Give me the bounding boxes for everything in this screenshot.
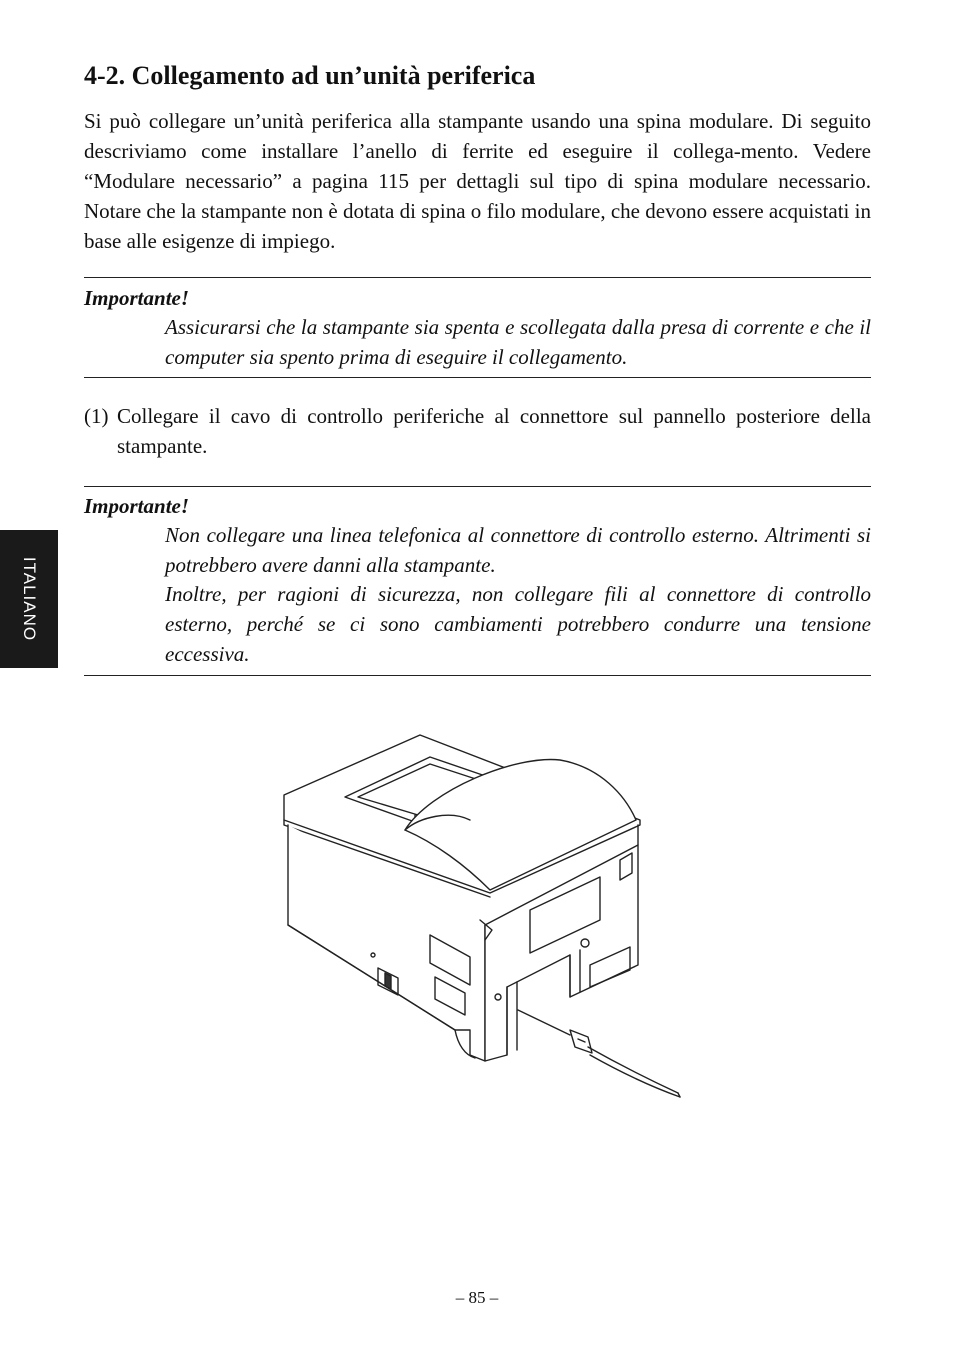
page-number: – 85 – <box>455 1288 499 1307</box>
step-number: (1) <box>84 404 109 428</box>
divider <box>84 675 871 676</box>
divider <box>84 277 871 278</box>
important-text: Non collegare una linea telefonica al connettore di controllo esterno. Altrimenti si potrebbero avere danni alla stampante. <box>165 523 871 577</box>
important-label: Importante! <box>84 494 190 518</box>
divider <box>84 377 871 378</box>
divider <box>84 486 871 487</box>
important-label: Importante! <box>84 286 190 310</box>
intro-paragraph: Si può collegare un’unità periferica alla stampante usando una spina modulare. Di seguito descriviamo come installare l’anello di ferrite ed eseguire il collega-mento. Vedere “Modulare necessario” a pagina 115 per dettagli sul tipo di spina modulare necessario. Notare che la stampante non è dotata di spina o filo modulare, che devono essere acquistati in base alle esigenze di impiego. <box>84 109 871 253</box>
printer-rear-modular-cable-illustration <box>270 725 690 1110</box>
step-1 <box>84 401 871 461</box>
important-text: Assicurarsi che la stampante sia spenta e scollegata dalla presa di corrente e che il computer sia spento prima di eseguire il collegamento. <box>165 315 871 369</box>
step-text: Collegare il cavo di controllo periferiche al connettore sul pannello posteriore della stampante. <box>117 404 871 458</box>
language-tab <box>0 530 58 668</box>
section-title: 4-2. Collegamento ad un’unità periferica <box>84 61 536 90</box>
important-text: Inoltre, per ragioni di sicurezza, non collegare fili al connettore di controllo esterno, perché se ci sono cambiamenti potrebbero condurre una tensione eccessiva. <box>165 582 871 666</box>
language-tab-label: ITALIANO <box>20 556 39 642</box>
